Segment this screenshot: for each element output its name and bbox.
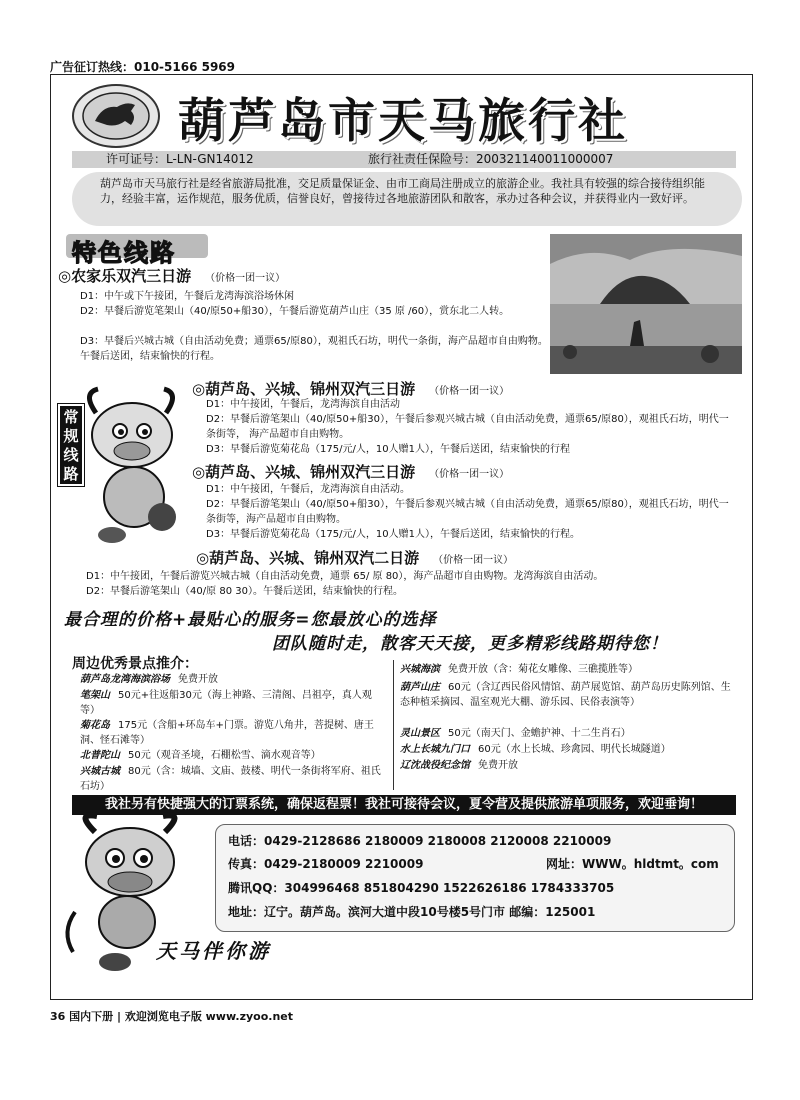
route2-price: （价格一团一议）	[429, 386, 510, 397]
route3-day3: D3：早餐后游览菊花岛（175/元/人，10人赠1人），午餐后送团，结束愉快的行程。	[206, 529, 580, 540]
contact-phone: 电话：0429-2128686 2180009 2180008 2120008 2210009	[228, 834, 612, 848]
coast-photo	[550, 234, 742, 374]
route3-day2: D2：早餐后游笔架山（40/原50+船30），午餐后参观兴城古城（自由活动免费，通票65/原80），观祖氏石坊，明代一条街等，海产品超市自由购物。	[206, 499, 729, 525]
route1-title: ◎农家乐双汽三日游 （价格一团一议）	[58, 267, 286, 285]
route4-day2: D2：早餐后游笔架山（40/原 80 30）。午餐后送团，结束愉快的行程。	[86, 586, 403, 597]
spot-right-4: 水上长城九门口 60元（水上长城、珍禽园、明代长城隧道）	[400, 744, 671, 755]
page-footer: 36 国内下册 | 欢迎浏览电子版 www.zyoo.net	[50, 1010, 294, 1023]
license-number: 许可证号：L-LN-GN14012	[106, 152, 254, 166]
route3-title: ◎葫芦岛、兴城、锦州双汽三日游 （价格一团一议）	[192, 463, 510, 481]
route2-day1: D1：中午接团，午餐后，龙湾海滨自由活动	[206, 399, 401, 410]
spot-right-1: 兴城海滨 免费开放（含：菊花女雕像、三礁揽胜等）	[400, 664, 638, 675]
service-banner: 我社另有快捷强大的订票系统，确保返程票！我社可接待会议，夏令营及提供旅游单项服务，欢迎垂询！	[72, 795, 736, 815]
spot-right-5: 辽沈战役纪念馆 免费开放	[400, 760, 518, 771]
company-name: 葫芦岛市天马旅行社	[178, 94, 628, 149]
contact-box	[215, 824, 735, 932]
route2-day3: D3：早餐后游览菊花岛（175/元/人，10人赠1人），午餐后送团，结束愉快的行程	[206, 444, 570, 455]
ad-hotline: 广告征订热线：010-5166 5969	[50, 60, 236, 74]
slogan-line2: 团队随时走，散客天天接，更多精彩线路期待您！	[272, 634, 668, 654]
route2-day2: D2：早餐后游笔架山（40/原50+船30），午餐后参观兴城古城（自由活动免费，通票65/原80），观祖氏石坊，明代一条街等， 海产品超市自由购物。	[206, 414, 729, 440]
spots-heading: 周边优秀景点推介：	[72, 656, 198, 672]
route3-price: （价格一团一议）	[429, 469, 510, 480]
license-bar	[72, 151, 736, 168]
contact-qq: 腾讯QQ：304996468 851804290 1522626186 1784333705	[228, 881, 615, 895]
route1-day1: D1：中午或下午接团，午餐后龙湾海滨浴场休闲	[80, 291, 295, 302]
spot-left-1: 葫芦岛龙湾海滨浴场 免费开放	[80, 674, 218, 685]
slogan-line1: 最合理的价格+最贴心的服务=您最放心的选择	[64, 610, 437, 630]
route4-day1: D1：中午接团，午餐后游览兴城古城（自由活动免费，通票 65/ 原 80），海产品超市自由购物。龙湾海滨自由活动。	[86, 571, 604, 582]
spot-right-3: 灵山景区 50元（南天门、金蟾护神、十二生肖石）	[400, 728, 631, 739]
contact-address: 地址：辽宁。葫芦岛。滨河大道中段10号楼5号门市 邮编：125001	[228, 905, 596, 919]
route4-price: （价格一团一议）	[433, 555, 514, 566]
motto: 天马伴你游	[156, 939, 271, 963]
spot-left-4: 北普陀山 50元（观音圣境，石棚松雪、滴水观音等）	[80, 750, 321, 761]
route2-title: ◎葫芦岛、兴城、锦州双汽三日游 （价格一团一议）	[192, 380, 510, 398]
company-intro: 葫芦岛市天马旅行社是经省旅游局批准，交足质量保证金、由市工商局注册成立的旅游企业。我社具有较强的综合接待组织能力，经验丰富，运作规范，服务优质，信誉良好，曾接待过各地旅游团队和散客，承办过各种会议，并获得业内一致好评。	[72, 172, 742, 226]
contact-fax: 传真：0429-2180009 2210009	[228, 857, 424, 871]
horse-logo-icon	[72, 84, 160, 148]
route1-price: （价格一团一议）	[205, 273, 286, 284]
featured-heading: 特色线路	[72, 239, 176, 267]
route3-day1: D1：中午接团，午餐后，龙湾海滨自由活动。	[206, 484, 411, 495]
route1-day3: D3：早餐后兴城古城（自由活动免费；通票65/原80），观祖氏石坊，明代一条街，海产品超市自由购物。午餐后送团，结束愉快的行程。	[80, 336, 548, 362]
spot-left-5: 兴城古城 80元（含：城墙、文庙、鼓楼、明代一条街将军府、祖氏石坊）	[80, 766, 381, 792]
regular-route-badge: 常规线路	[58, 404, 84, 486]
route1-day2: D2：早餐后游览笔架山（40/原50+船30），午餐后游览葫芦山庄（35 原 /60），赏东北二人转。	[80, 306, 510, 317]
spot-left-3: 菊花岛 175元（含船+环岛车+门票。游览八角井，菩提树、唐王洞、怪石滩等）	[80, 720, 374, 746]
spots-divider	[393, 660, 394, 790]
route4-title: ◎葫芦岛、兴城、锦州双汽二日游 （价格一团一议）	[196, 549, 514, 567]
contact-website[interactable]: 网址：WWW。hldtmt。com	[546, 857, 719, 871]
spot-right-2: 葫芦山庄 60元（含辽西民俗风情馆、葫芦展览馆、葫芦岛历史陈列馆、生态种植采摘园、温室观光大棚、游乐园、民俗表演等）	[400, 682, 731, 708]
spot-left-2: 笔架山 50元+往返船30元（海上神路、三清阁、吕祖亭，真人观等）	[80, 690, 372, 716]
insurance-number: 旅行社责任保险号：200321140011000007	[368, 152, 614, 166]
